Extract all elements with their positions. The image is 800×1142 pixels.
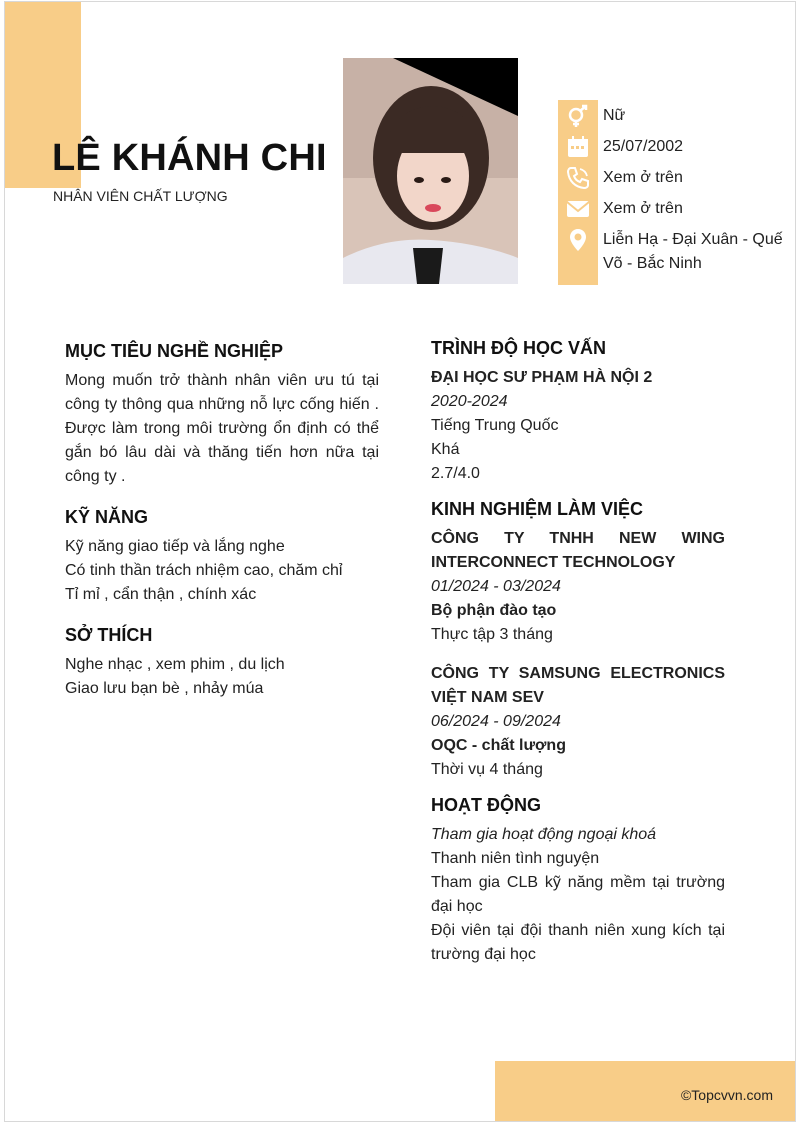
candidate-name: LÊ KHÁNH CHI — [52, 137, 327, 179]
location-icon — [562, 227, 594, 253]
objective-line: Mong muốn trở thành nhân viên ưu tú tại — [65, 372, 379, 389]
activity-line: Thanh niên tình nguyện — [431, 850, 600, 867]
gender-value: Nữ — [603, 107, 626, 124]
education-title: TRÌNH ĐỘ HỌC VẤN — [431, 338, 606, 358]
education-gpa: 2.7/4.0 — [431, 465, 480, 482]
experience-section — [431, 497, 725, 782]
activity-line: Đội viên tại đội thanh niên xung kích tại — [431, 922, 725, 939]
address-line-2: Võ - Bắc Ninh — [603, 255, 702, 272]
company-name-line-2: INTERCONNECT TECHNOLOGY — [431, 554, 676, 571]
hobby-item: Nghe nhạc , xem phim , du lịch — [65, 656, 285, 673]
hobbies-title: SỞ THÍCH — [65, 625, 153, 645]
job-period: 06/2024 - 09/2024 — [431, 713, 561, 730]
birthday-value: 25/07/2002 — [603, 138, 684, 155]
job-period: 01/2024 - 03/2024 — [431, 578, 561, 595]
activities-title: HOẠT ĐỘNG — [431, 795, 541, 815]
job-description: Thời vụ 4 tháng — [431, 761, 543, 778]
activities-subtitle: Tham gia hoạt động ngoại khoá — [431, 826, 657, 843]
job-entry — [431, 527, 725, 647]
objective-section — [65, 339, 379, 489]
footer-credit: ©Topcvvn.com — [680, 1087, 773, 1103]
education-major: Tiếng Trung Quốc — [431, 417, 559, 434]
cv-page — [4, 1, 796, 1122]
experience-title: KINH NGHIỆM LÀM VIỆC — [431, 499, 644, 519]
objective-line: gắn bó lâu dài và thăng tiến hơn nữa tại — [65, 444, 379, 461]
job-description: Thực tập 3 tháng — [431, 626, 553, 643]
activity-line: trường đại học — [431, 946, 536, 963]
hobby-item: Giao lưu bạn bè , nhảy múa — [65, 680, 264, 697]
objective-line: công ty thông qua những nỗ lực cống hiến . — [65, 396, 379, 413]
email-icon — [562, 196, 594, 222]
objective-line: công ty . — [65, 468, 126, 485]
phone-icon — [562, 165, 594, 191]
activity-line: đại học — [431, 898, 483, 915]
company-name-line-2: VIỆT NAM SEV — [431, 689, 544, 706]
phone-value: Xem ở trên — [603, 169, 683, 186]
skills-title: KỸ NĂNG — [65, 507, 149, 527]
school-name: ĐẠI HỌC SƯ PHẠM HÀ NỘI 2 — [431, 369, 653, 386]
hobbies-section — [65, 623, 379, 701]
job-role: OQC - chất lượng — [431, 737, 566, 754]
profile-photo — [343, 58, 518, 284]
skill-item: Tỉ mỉ , cẩn thận , chính xác — [65, 586, 257, 603]
job-title: NHÂN VIÊN CHẤT LƯỢNG — [53, 188, 228, 204]
skills-section — [65, 505, 379, 607]
activity-line: Tham gia CLB kỹ năng mềm tại trường — [431, 874, 725, 891]
job-role: Bộ phận đào tạo — [431, 602, 557, 619]
company-name-line-1: CÔNG TY TNHH NEW WING — [431, 530, 725, 547]
objective-line: Được làm trong môi trường ổn định có thể — [65, 420, 379, 437]
education-period: 2020-2024 — [431, 393, 508, 410]
job-entry — [431, 662, 725, 782]
gender-icon — [562, 103, 594, 129]
email-value: Xem ở trên — [603, 200, 683, 217]
skill-item: Có tinh thần trách nhiệm cao, chăm chỉ — [65, 562, 343, 579]
education-section — [431, 336, 725, 486]
objective-title: MỤC TIÊU NGHỀ NGHIỆP — [65, 341, 284, 361]
activities-section — [431, 793, 725, 967]
skill-item: Kỹ năng giao tiếp và lắng nghe — [65, 538, 285, 555]
company-name-line-1: CÔNG TY SAMSUNG ELECTRONICS — [431, 665, 725, 682]
education-rank: Khá — [431, 441, 460, 458]
calendar-icon — [562, 134, 594, 160]
address-line-1: Liễn Hạ - Đại Xuân - Quế — [603, 231, 783, 248]
